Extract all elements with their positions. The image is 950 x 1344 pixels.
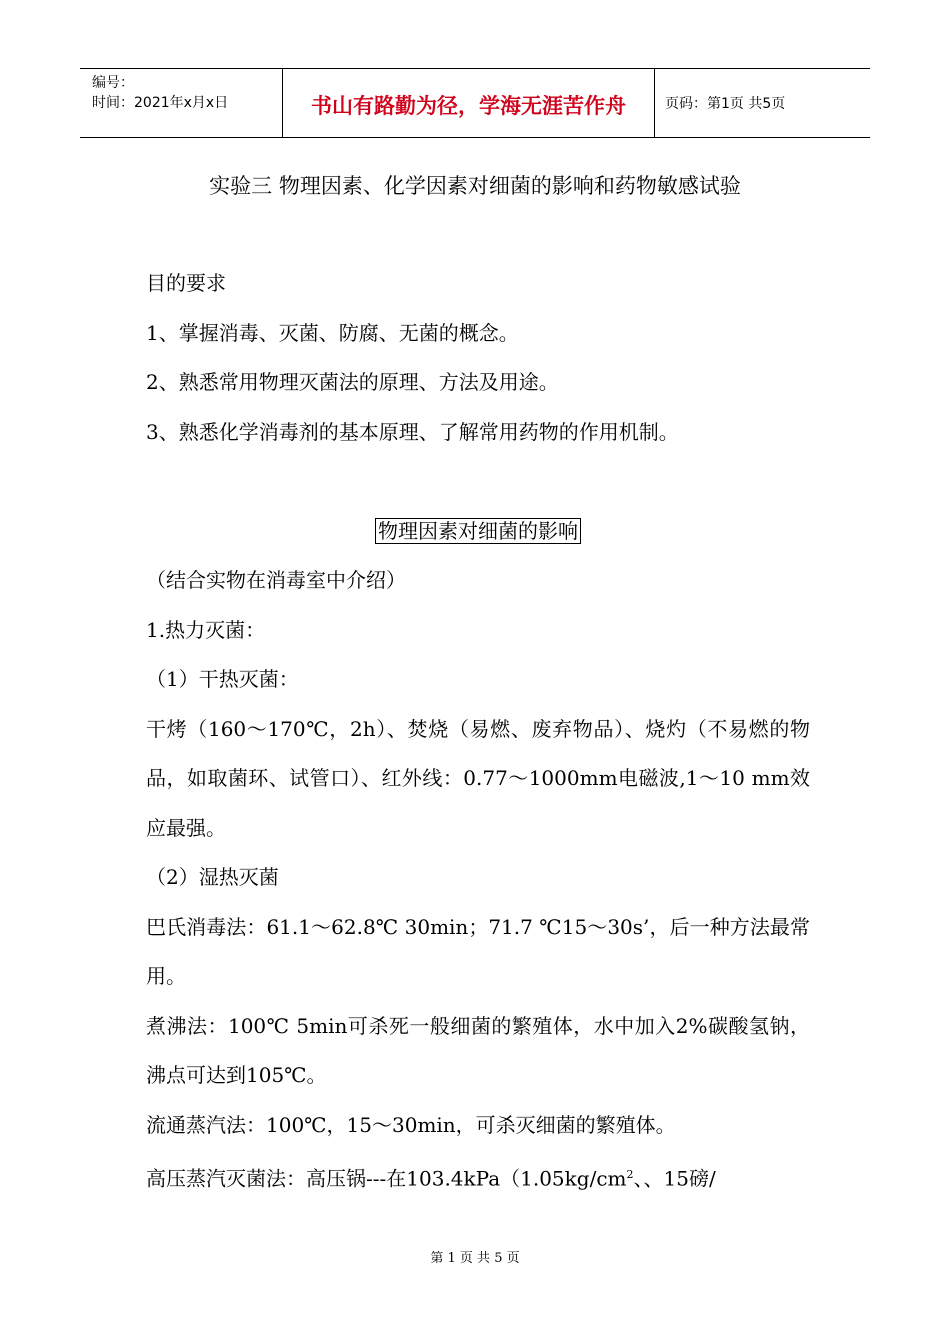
dry-text: 干烤（160～170℃，2h）、焚烧（易燃、废弃物品）、烧灼（不易燃的物品，如取菌环、试管口）、红外线：0.77～1000mm电磁波,1～10 mm效应最强。 [146, 716, 810, 840]
objective-item-2: 2、熟悉常用物理灭菌法的原理、方法及用途。 [146, 370, 559, 394]
header-meta [80, 69, 283, 137]
document-title: 实验三 物理因素、化学因素对细菌的影响和药物敏感试验 [209, 174, 741, 198]
objective-item-3: 3、熟悉化学消毒剂的基本原理、了解常用药物的作用机制。 [146, 419, 679, 444]
objectives-heading: 目的要求 [146, 271, 226, 295]
section-title: 物理因素对细菌的影响 [375, 518, 581, 544]
autoclave-superscript: 2 [626, 1168, 634, 1181]
objective-item-1: 1、掌握消毒、灭菌、防腐、无菌的概念。 [146, 320, 519, 345]
time-label: 时间：2021年x月x日 [92, 95, 229, 111]
heat-heading: 1.热力灭菌： [146, 617, 266, 642]
header-page-info: 页码：第1页 共5页 [665, 96, 786, 112]
autoclave-text [146, 1150, 810, 1204]
page-footer: 第 1 页 共 5 页 [430, 1251, 520, 1266]
autoclave-text-after: 、、15磅/ [633, 1166, 716, 1191]
dry-heading: （1）干热灭菌： [146, 667, 299, 691]
document-body [146, 259, 810, 1204]
moist-heading: （2）湿热灭菌 [146, 865, 279, 889]
boil-text: 煮沸法：100℃ 5min可杀死一般细菌的繁殖体，水中加入2%碳酸氢钠，沸点可达到105℃。 [146, 1013, 810, 1087]
autoclave-text-before: 高压蒸汽灭菌法：高压锅---在103.4kPa（1.05kg/cm [146, 1166, 627, 1191]
steam-text: 流通蒸汽法：100℃，15～30min，可杀灭细菌的繁殖体。 [146, 1112, 676, 1137]
pasteur-text: 巴氏消毒法：61.1～62.8℃ 30min；71.7 ℃15～30s’，后一种方法最常用。 [146, 914, 810, 988]
page-header [80, 68, 870, 138]
section-note: （结合实物在消毒室中介绍） [146, 568, 406, 592]
spacer [146, 457, 810, 507]
section-title-row [146, 507, 810, 557]
number-label: 编号： [92, 75, 134, 91]
header-motto: 书山有路勤为径，学海无涯苦作舟 [283, 69, 655, 137]
